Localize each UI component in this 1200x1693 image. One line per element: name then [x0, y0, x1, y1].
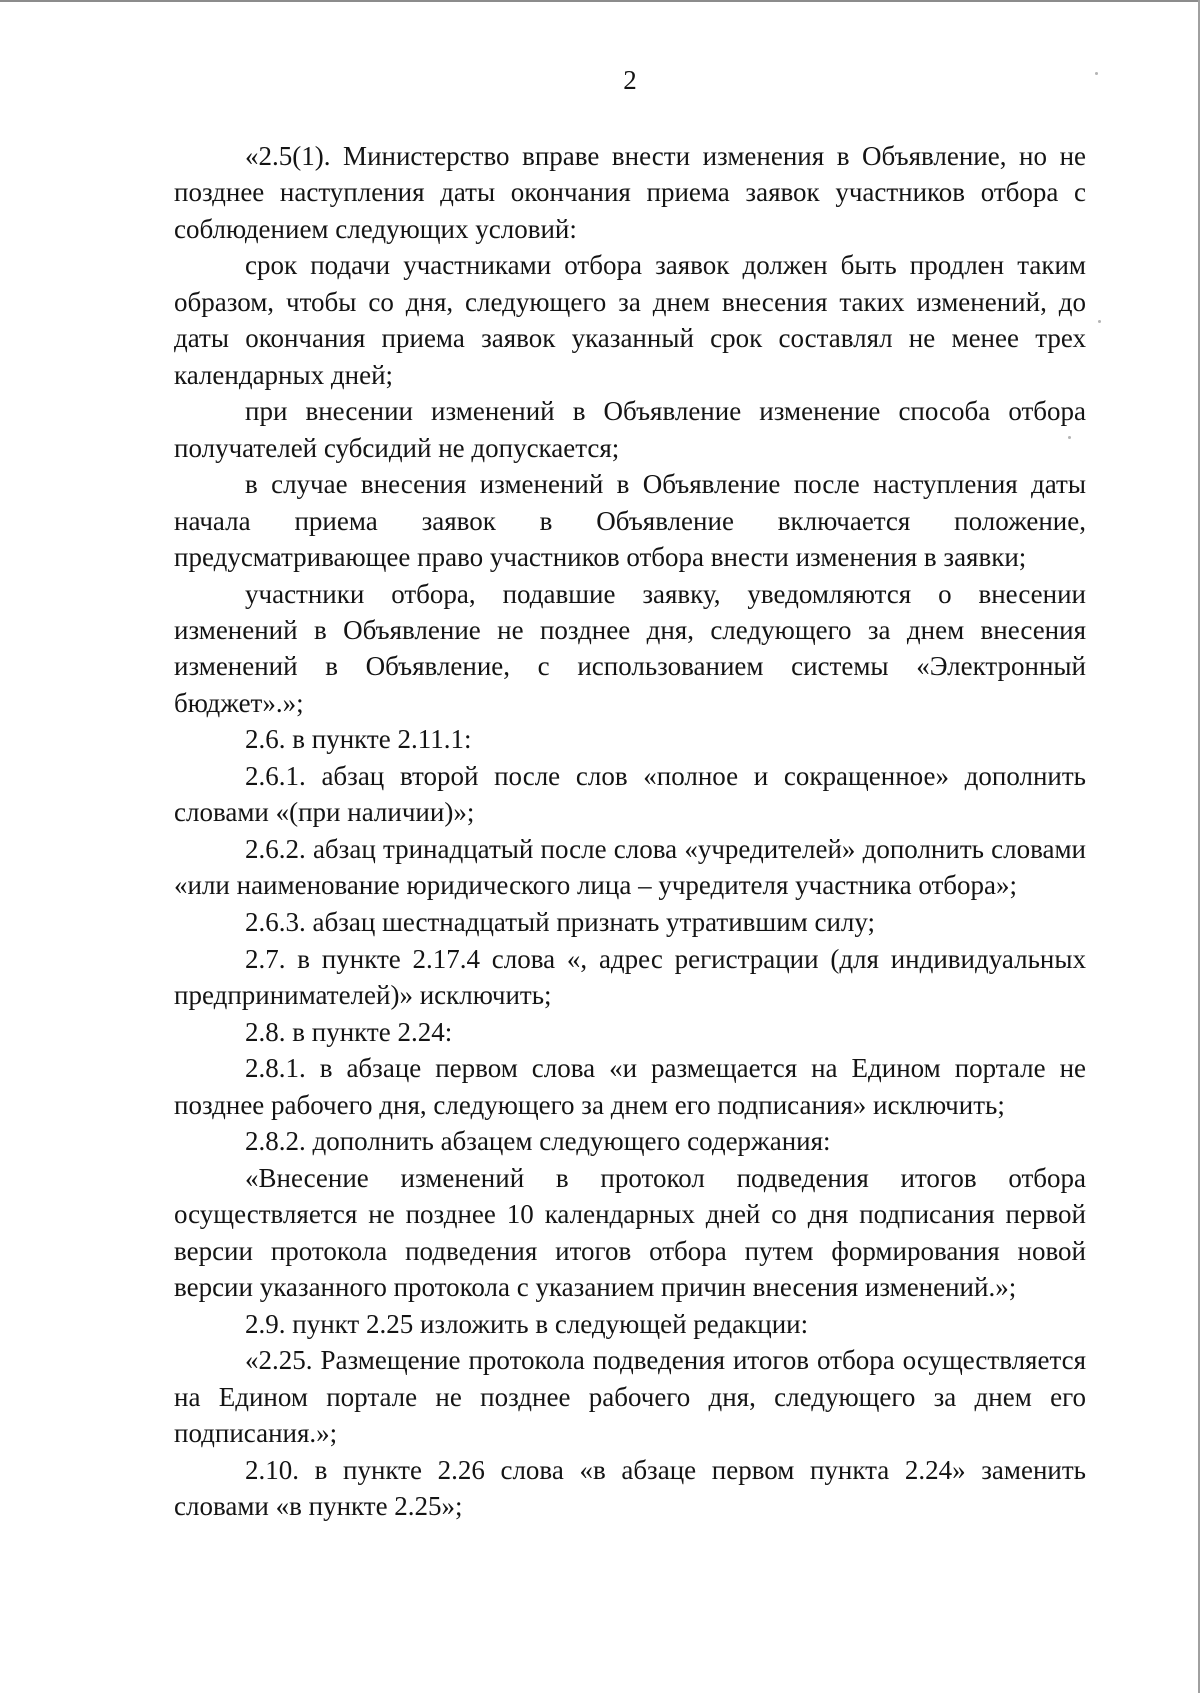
scan-edge-top: [0, 0, 1200, 2]
paragraph-2-25: «2.25. Размещение протокола подведения итогов отбора осуществляется на Едином портале не позднее рабочего дня, следующего за днем его подписания.»;: [174, 1345, 1086, 1449]
paragraph-2-6-3: 2.6.3. абзац шестнадцатый признать утратившим силу;: [245, 907, 876, 938]
scan-speck: [1098, 320, 1101, 323]
paragraph-2-9: 2.9. пункт 2.25 изложить в следующей редакции:: [245, 1308, 809, 1339]
paragraph-2-6-1: 2.6.1. абзац второй после слов «полное и сокращенное» дополнить словами «(при наличии)»;: [174, 761, 1086, 828]
paragraph-2-7: 2.7. в пункте 2.17.4 слова «, адрес регистрации (для индивидуальных предпринимателей)» исключить;: [174, 943, 1086, 1011]
scan-speck: [1068, 436, 1071, 439]
document-body: [174, 138, 1086, 1524]
paragraph-condition-method: при внесении изменений в Объявление изменение способа отбора получателей субсидий не допускается;: [174, 396, 1086, 463]
paragraph-2-8: 2.8. в пункте 2.24:: [245, 1016, 453, 1047]
paragraph-condition-deadline: срок подачи участниками отбора заявок должен быть продлен таким образом, чтобы со дня, следующего за днем внесения таких изменений, до даты окончания приема заявок указанный срок составлял не менее трех календарных дней;: [174, 250, 1086, 390]
paragraph-2-10: 2.10. в пункте 2.26 слова «в абзаце первом пункта 2.24» заменить словами «в пункте 2.25»;: [174, 1454, 1086, 1522]
paragraph-condition-changes: в случае внесения изменений в Объявление после наступления даты начала приема заявок в Объявление включается положение, предусматривающее право участников отбора внести изменения в заявки;: [174, 469, 1086, 573]
paragraph-2-8-1: 2.8.1. в абзаце первом слова «и размещается на Едином портале не позднее рабочего дня, следующего за днем его подписания» исключить;: [174, 1053, 1086, 1120]
paragraph-2-8-2: 2.8.2. дополнить абзацем следующего содержания:: [245, 1126, 831, 1157]
page-number: 2: [623, 65, 637, 95]
paragraph-2-6-2: 2.6.2. абзац тринадцатый после слова «учредителей» дополнить словами «или наименование юридического лица – учредителя участника отбора»;: [174, 834, 1086, 901]
paragraph-protocol-changes: «Внесение изменений в протокол подведения итогов отбора осуществляется не позднее 10 календарных дней со дня подписания первой версии протокола подведения итогов отбора путем формирования новой версии указанного протокола с указанием причин внесения изменений.»;: [174, 1162, 1086, 1303]
paragraph-condition-notification: участники отбора, подавшие заявку, уведомляются о внесении изменений в Объявление не позднее дня, следующего за днем внесения изменений в Объявление, с использованием системы «Электронный бюджет».»;: [174, 578, 1086, 718]
paragraph-2-6: 2.6. в пункте 2.11.1:: [245, 724, 472, 755]
scan-speck: [1095, 72, 1098, 75]
paragraph-2-5-1: «2.5(1). Министерство вправе внести изменения в Объявление, но не позднее наступления даты окончания приема заявок участников отбора с соблюдением следующих условий:: [174, 141, 1086, 244]
